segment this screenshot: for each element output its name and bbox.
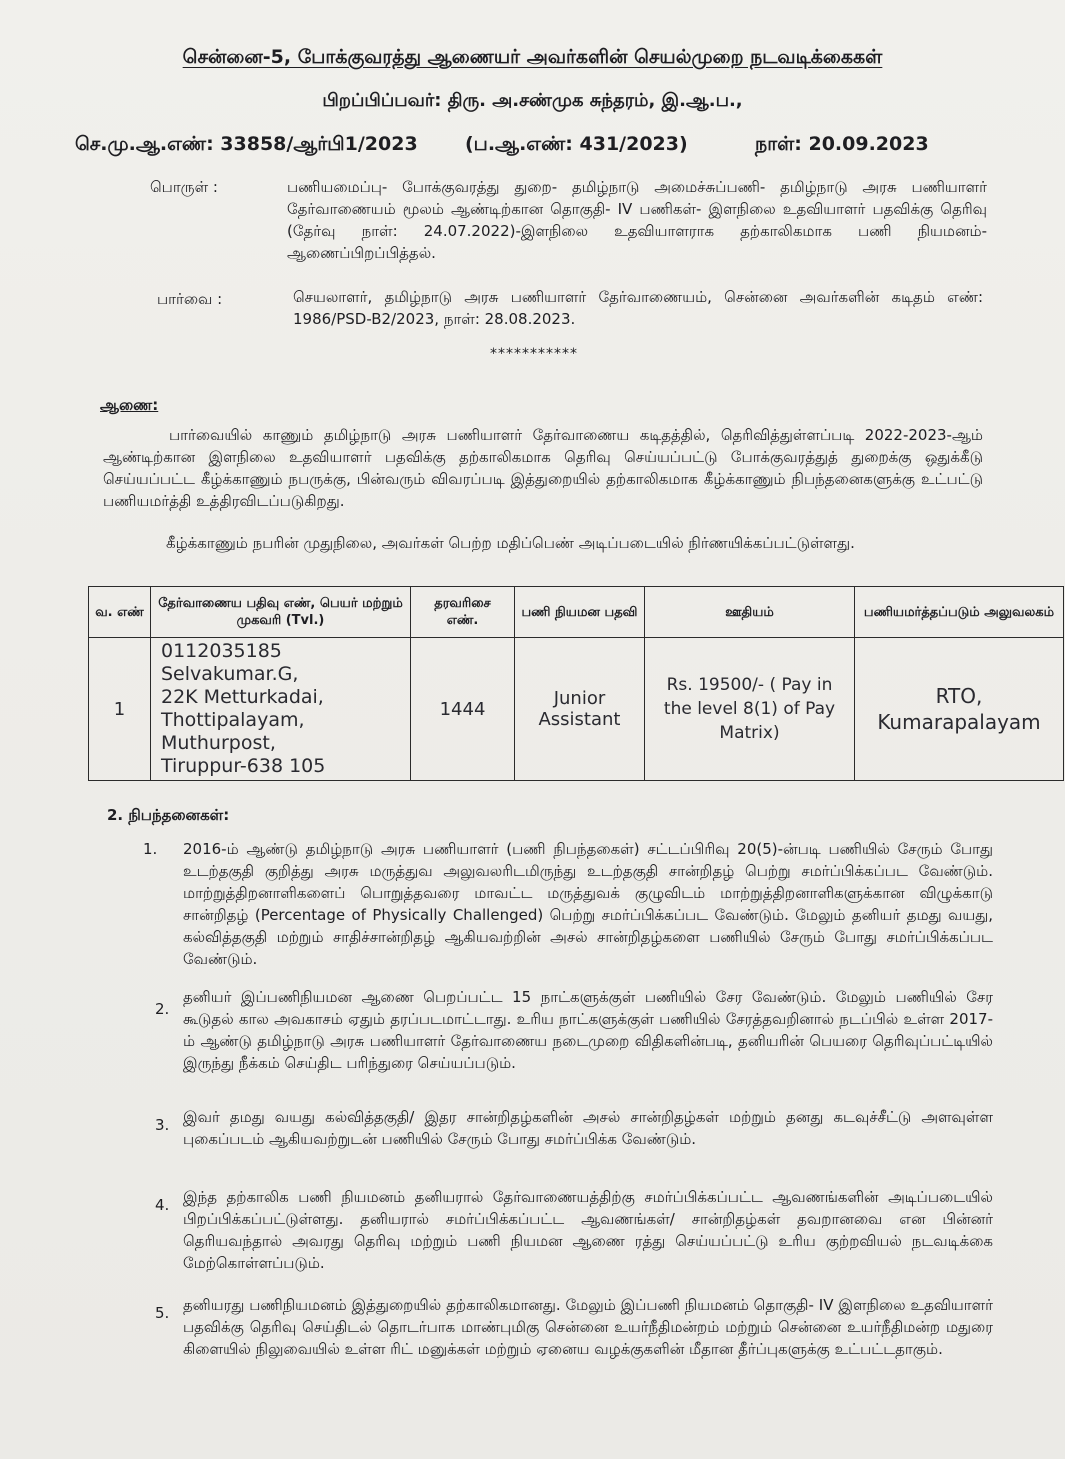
document-title: சென்னை-5, போக்குவரத்து ஆணையர் அவர்களின் செயல்முறை நடவடிக்கைகள் [182, 46, 883, 68]
condition-text-4: இந்த தற்காலிக பணி நியமனம் தனியரால் தேர்வாணையத்திற்கு சமர்ப்பிக்கப்பட்ட ஆவணங்களின் அடிப்படையில் பிறப்பிக்கப்பட்டுள்ளது. தனியரால் சமர்ப்பிக்கப்பட்ட ஆவணங்கள்/ சான்றிதழ்கள் தவறானவை என பின்னர் தெரியவந்தால் அவரது தெரிவு மற்றும் பணி நியமன ஆணை ரத்து செய்யப்பட்டு உரிய குற்றவியல் நடவடிக்கை மேற்கொள்ளப்படும். [183, 1188, 993, 1272]
issuer-line: பிறப்பிப்பவர்: திரு. அ.சண்முக சுந்தரம், இ.ஆ.ப., [322, 90, 743, 111]
table-header-row [89, 587, 1064, 638]
condition-text-3: இவர் தமது வயது கல்வித்தகுதி/ இதர சான்றிதழ்களின் அசல் சான்றிதழ்கள் மற்றும் தனது கடவுச்சீட்டு அளவுள்ள புகைப்படம் ஆகியவற்றுடன் பணியில் சேரும் போது சமர்ப்பிக்க வேண்டும். [183, 1108, 993, 1148]
address-line-1: 22K Metturkadai, [161, 686, 324, 708]
cell-rank: 1444 [411, 638, 515, 781]
address-line-3: Muthurpost, [161, 732, 276, 754]
cell-office: RTO, Kumarapalayam [855, 638, 1064, 781]
header-pay: ஊதியம் [645, 587, 855, 638]
address-line-2: Thottipalayam, [161, 709, 305, 731]
file-number: செ.மு.ஆ.எண்: 33858/ஆர்பி1/2023 [75, 133, 418, 155]
subject-label: பொருள் : [150, 178, 218, 196]
condition-number-2: 2. [155, 1000, 170, 1018]
condition-number-1: 1. [143, 840, 158, 858]
cell-candidate [151, 638, 411, 781]
header-post: பணி நியமன பதவி [515, 587, 645, 638]
reference-text: செயலாளர், தமிழ்நாடு அரசு பணியாளர் தேர்வாணையம், சென்னை அவர்களின் கடிதம் எண்: 1986/PSD-B2/2023, நாள்: 28.08.2023. [293, 288, 983, 328]
condition-text-5: தனியரது பணிநியமனம் இத்துறையில் தற்காலிகமானது. மேலும் இப்பணி நியமனம் தொகுதி- IV இளநிலை உதவியாளர் பதவிக்கு தெரிவு செய்திடல் தொடர்பாக மாண்புமிகு சென்னை உயர்நீதிமன்றம் மற்றும் சென்னை உயர்நீதிமன்ற மதுரை கிளையில் நிலுவையில் உள்ள ரிட் மனுக்கள் மற்றும் ஏனைய வழக்குகளின் மீதான தீர்ப்புகளுக்கு உட்பட்டதாகும். [183, 1296, 993, 1358]
cell-pay: Rs. 19500/- ( Pay in the level 8(1) of Pay Matrix) [645, 638, 855, 781]
address-line-4: Tiruppur-638 105 [161, 755, 326, 777]
separator: *********** [490, 346, 578, 362]
condition-text-2: தனியர் இப்பணிநியமன ஆணை பெறப்பட்ட 15 நாட்களுக்குள் பணியில் சேர வேண்டும். மேலும் பணியில் சேர கூடுதல் கால அவகாசம் ஏதும் தரப்படமாட்டாது. உரிய நாட்களுக்குள் பணியில் சேரத்தவறினால் நடப்பில் உள்ள 2017-ம் ஆண்டு தமிழ்நாடு அரசு பணியாளர் தேர்வாணைய நடைமுறை விதிகளின்படி, தனியரின் பெயரை தெரிவுப்பட்டியில் இருந்து நீக்கம் செய்திட பரிந்துரை செய்யப்படும். [183, 988, 993, 1072]
registration-number: 0112035185 [161, 640, 282, 662]
table-row [89, 638, 1064, 781]
condition-number-5: 5. [155, 1304, 170, 1322]
condition-number-4: 4. [155, 1196, 170, 1214]
header-office: பணியமர்த்தப்படும் அலுவலகம் [855, 587, 1064, 638]
cell-post: Junior Assistant [515, 638, 645, 781]
condition-text-1: 2016-ம் ஆண்டு தமிழ்நாடு அரசு பணியாளர் (பணி நிபந்தகைள்) சட்டப்பிரிவு 20(5)-ன்படி பணியில் சேரும் போது உடற்தகுதி குறித்து அரசு மருத்துவ அலுவலரிடமிருந்து உடற்தகுதி சான்றிதழ் பெற்று சமர்ப்பிக்கப்பட வேண்டும். மாற்றுத்திறனாளிகளைப் பொறுத்தவரை மாவட்ட மருத்துவக் குழுவிடம் மாற்றுத்திறனாளிகளுக்கான விழுக்காடு சான்றிதழ் (Percentage of Physically Challenged) பெற்று சமர்ப்பிக்கப்பட வேண்டும். மேலும் தனியர் தமது வயது, கல்வித்தகுதி மற்றும் சாதிச்சான்றிதழ் ஆகியவற்றின் அசல் சான்றிதழ்களை பணியில் சேரும் போது சமர்ப்பிக்கப்பட வேண்டும். [183, 840, 993, 968]
appointment-table [88, 586, 1064, 781]
order-title: ஆணை: [100, 396, 159, 414]
cell-serial: 1 [89, 638, 151, 781]
header-registration: தேர்வாணைய பதிவு எண், பெயர் மற்றும் முகவரி (Tvl.) [151, 587, 411, 638]
subject-text: பணியமைப்பு- போக்குவரத்து துறை- தமிழ்நாடு அமைச்சுப்பணி- தமிழ்நாடு அரசு பணியாளர் தேர்வாணையம் மூலம் ஆண்டிற்கான தொகுதி- IV பணிகள்- இளநிலை உதவியாளர் பதவிக்கு தெரிவு (தேர்வு நாள்: 24.07.2022)-இளநிலை உதவியாளராக தற்காலிகமாக பணி நியமனம்- ஆணைப்பிறப்பித்தல். [287, 178, 987, 262]
candidate-name: Selvakumar.G, [161, 663, 299, 685]
order-paragraph-1: பார்வையில் காணும் தமிழ்நாடு அரசு பணியாளர் தேர்வாணைய கடிதத்தில், தெரிவித்துள்ளப்படி 2022-2023-ஆம் ஆண்டிற்கான இளநிலை உதவியாளர் பதவிக்கு தற்காலிகமாக தெரிவு செய்யப்பட்டு போக்குவரத்துத் துறைக்கு ஒதுக்கீடு செய்யப்பட்ட கீழ்க்காணும் நபருக்கு, பின்வரும் விவரப்படி இத்துறையில் தற்காலிகமாக கீழ்க்காணும் நிபந்தனைகளுக்கு உட்பட்டு பணியமர்த்தி உத்திரவிடப்படுகிறது. [103, 426, 983, 510]
condition-number-3: 3. [155, 1116, 170, 1134]
header-serial: வ. எண் [89, 587, 151, 638]
reference-label: பார்வை : [157, 290, 223, 308]
order-paragraph-2: கீழ்க்காணும் நபரின் முதுநிலை, அவர்கள் பெற்ற மதிப்பெண் அடிப்படையில் நிர்ணயிக்கப்பட்டுள்ளது. [166, 534, 855, 552]
header-rank: தரவரிசை எண். [411, 587, 515, 638]
order-date: நாள்: 20.09.2023 [755, 133, 929, 155]
conditions-title: 2. நிபந்தனைகள்: [107, 806, 230, 824]
pa-number: (ப.ஆ.எண்: 431/2023) [465, 133, 688, 155]
